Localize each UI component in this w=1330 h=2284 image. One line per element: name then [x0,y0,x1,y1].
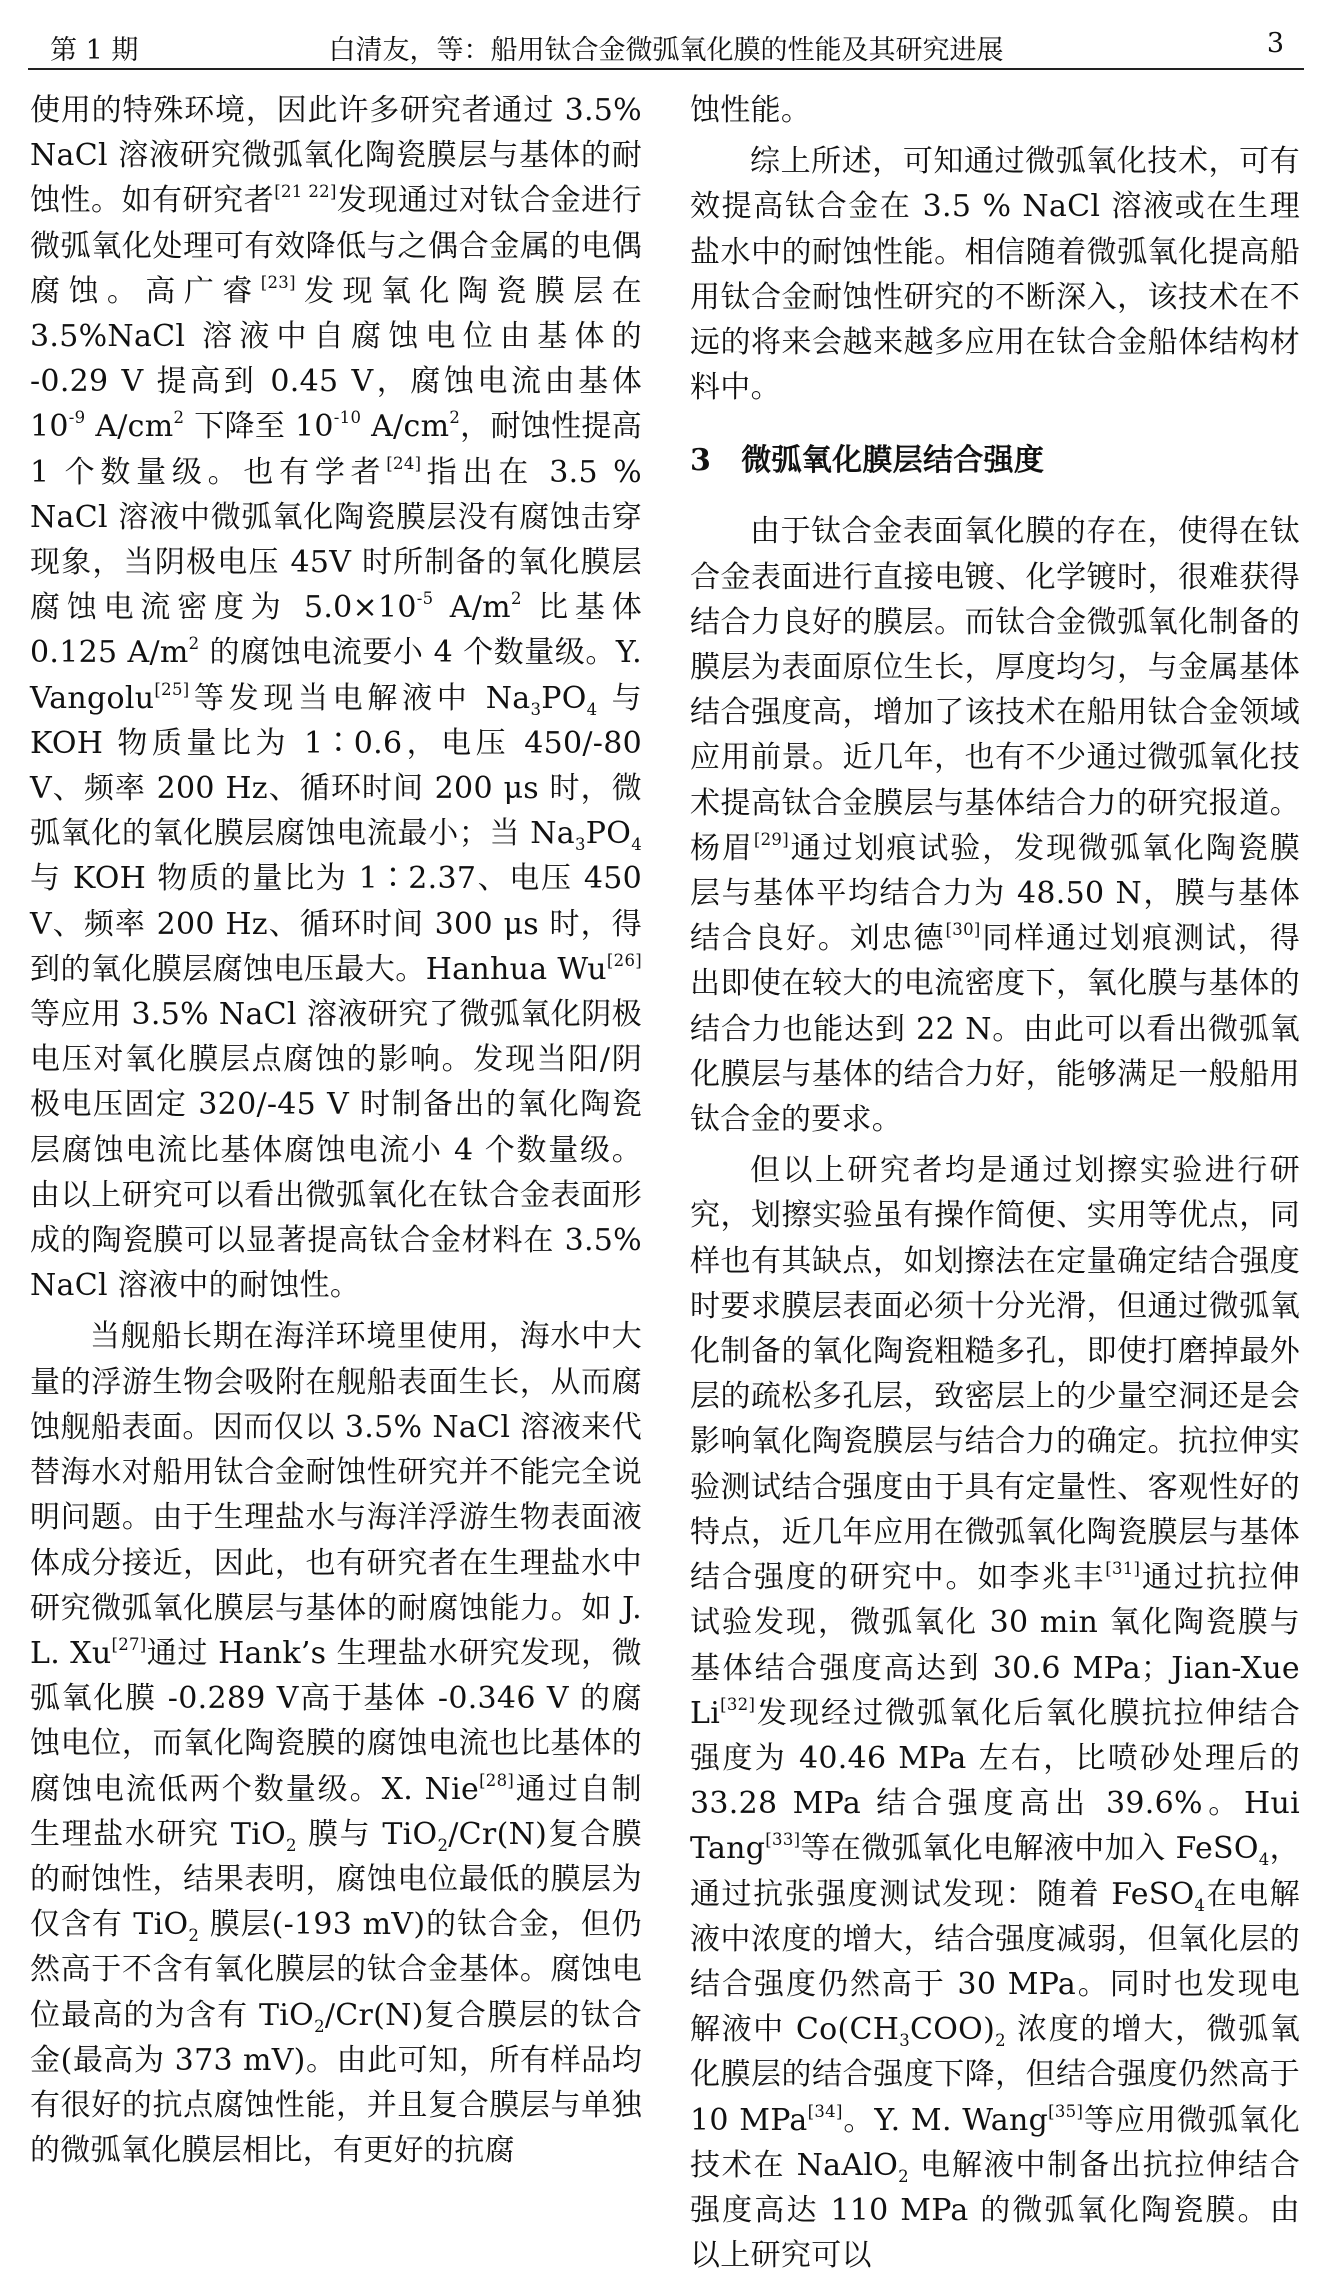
paragraph-bond-strength-tensile: 但以上研究者均是通过划擦实验进行研究，划擦实验虽有操作简便、实用等优点，同样也有其缺点，如划擦法在定量确定结合强度时要求膜层表面必须十分光滑，但通过微弧氧化制备的氧化陶瓷粗糙多孔，即使打磨掉最外层的疏松多孔层，致密层上的少量空洞还是会影响氧化陶瓷膜层与结合力的确定。抗拉伸实验测试结合强度由于具有定量性、客观性好的特点，近几年应用在微弧氧化陶瓷膜层与基体结合强度的研究中。如李兆丰[31]通过抗拉伸试验发现，微弧氧化 30 min 氧化陶瓷膜与基体结合强度高达到 30.6 MPa；Jian-Xue Li[32]发现经过微弧氧化后氧化膜抗拉伸结合强度为 40.46 MPa 左右，比喷砂处理后的 33.28 MPa 结合强度高出 39.6%。Hui Tang[33]等在微弧氧化电解液中加入 FeSO$_4$，通过抗张强度测试发现：随着 FeSO$_4$在电解液中浓度的增大，结合强度减弱，但氧化层的结合强度仍然高于 30 MPa。同时也发现电解液中 $Co(CH_3COO)_2$ 浓度的增大，微弧氧化膜层的结合强度下降，但结合强度仍然高于 10 MPa[34]。Y. M. Wang[35]等应用微弧氧化技术在 NaAlO$_2$ 电解液中制备出抗拉伸结合强度高达 110 MPa 的微弧氧化陶瓷膜。由以上研究可以 [690,1153,1300,2274]
section-heading [690,438,1300,483]
running-header [28,24,1304,70]
page-number: 3 [1266,28,1284,59]
citation[interactable]: [32] [720,1694,756,1714]
section-number: 3 [690,443,712,479]
citation[interactable]: [30] [945,920,981,940]
paragraph-continuation: 蚀性能。 [690,93,812,128]
paragraph-summary: 综上所述，可知通过微弧氧化技术，可有效提高钛合金在 3.5 % NaCl 溶液或在生理盐水中的耐蚀性能。相信随着微弧氧化提高船用钛合金耐蚀性研究的不断深入，该技术在不远的将来会越来越多应用在钛合金船体结构材料中。 [690,144,1300,406]
paragraph-saline-studies: 当舰船长期在海洋环境里使用，海水中大量的浮游生物会吸附在舰船表面生长，从而腐蚀舰船表面。因而仅以 3.5% NaCl 溶液来代替海水对船用钛合金耐蚀性研究并不能完全说明问题。由于生理盐水与海洋浮游生物表面液体成分接近，因此，也有研究者在生理盐水中研究微弧氧化膜层与基体的耐腐蚀能力。如 J. L. Xu[27]通过 Hank’s 生理盐水研究发现，微弧氧化膜 -0.289 V高于基体 -0.346 V 的腐蚀电位，而氧化陶瓷膜的腐蚀电流也比基体的腐蚀电流低两个数量级。X. Nie[28]通过自制生理盐水研究 TiO$_2$ 膜与 TiO$_2$/Cr(N)复合膜的耐蚀性，结果表明，腐蚀电位最低的膜层为仅含有 TiO$_2$ 膜层(-193 mV)的钛合金，但仍然高于不含有氧化膜层的钛合金基体。腐蚀电位最高的为含有 TiO$_2$/Cr(N)复合膜层的钛合金(最高为 373 mV)。由此可知，所有样品均有很好的抗点腐蚀性能，并且复合膜层与单独的微弧氧化膜层相比，有更好的抗腐 [30,1319,642,2169]
citation[interactable]: [33] [765,1830,801,1850]
citation[interactable]: [27] [111,1634,147,1654]
citation[interactable]: [25] [154,679,190,699]
section-title: 微弧氧化膜层结合强度 [741,443,1045,479]
right-column [690,88,1300,2284]
issue-label: 第 1 期 [50,35,139,66]
citation[interactable]: [26] [606,950,642,970]
citation[interactable]: [31] [1105,1558,1141,1578]
citation[interactable]: [34] [807,2101,843,2121]
running-title: 白清友，等：船用钛合金微弧氧化膜的性能及其研究进展 [328,35,1004,66]
citation[interactable]: [35] [1048,2101,1084,2121]
citation[interactable]: [29] [753,829,789,849]
paragraph-bond-strength-scratch: 由于钛合金表面氧化膜的存在，使得在钛合金表面进行直接电镀、化学镀时，很难获得结合力良好的膜层。而钛合金微弧氧化制备的膜层为表面原位生长，厚度均匀，与金属基体结合强度高，增加了该技术在船用钛合金领域应用前景。近几年，也有不少通过微弧氧化技术提高钛合金膜层与基体结合力的研究报道。杨眉[29]通过划痕试验，发现微弧氧化陶瓷膜层与基体平均结合力为 48.50 N，膜与基体结合良好。刘忠德[30]同样通过划痕测试，得出即使在较大的电流密度下，氧化膜与基体的结合力也能达到 22 N。由此可以看出微弧氧化膜层与基体的结合力好，能够满足一般船用钛合金的要求。 [690,514,1301,1138]
citation[interactable]: [28] [479,1770,515,1790]
citation[interactable]: [21 22] [274,182,337,202]
paragraph-nacl-studies: 使用的特殊环境，因此许多研究者通过 3.5% NaCl 溶液研究微弧氧化陶瓷膜层与基体的耐蚀性。如有研究者[21 22]发现通过对钛合金进行微弧氧化处理可有效降低与之偶合金属的电偶腐蚀。高广睿[23]发现氧化陶瓷膜层在 3.5%NaCl 溶液中自腐蚀电位由基体的 -0.29 V 提高到 0.45 V，腐蚀电流由基体 $10^{-9}$ $A/cm^2$ 下降至 $10^{-10}$ $A/cm^2$，耐蚀性提高 1 个数量级。也有学者[24]指出在 3.5 % NaCl 溶液中微弧氧化陶瓷膜层没有腐蚀击穿现象，当阴极电压 45V 时所制备的氧化膜层腐蚀电流密度为 $5.0\times 10^{-5}$ $A/m^2$ 比基体 0.125 $A/m^2$ 的腐蚀电流要小 4 个数量级。Y. Vangolu[25]等发现当电解液中 $Na_3PO_4$ 与 KOH 物质量比为 1∶0.6，电压 450/-80 V、频率 200 Hz、循环时间 200 μs 时，微弧氧化的氧化膜层腐蚀电流最小；当 $Na_3PO_4$ 与 KOH 物质的量比为 1∶2.37、电压 450 V、频率 200 Hz、循环时间 300 μs 时，得到的氧化膜层腐蚀电压最大。Hanhua Wu[26]等应用 3.5% NaCl 溶液研究了微弧氧化阴极电压对氧化膜层点腐蚀的影响。发现当阳/阴极电压固定 320/-45 V 时制备出的氧化陶瓷层腐蚀电流比基体腐蚀电流小 4 个数量级。由以上研究可以看出微弧氧化在钛合金表面形成的陶瓷膜可以显著提高钛合金材料在 3.5% NaCl 溶液中的耐蚀性。 [30,93,643,1304]
left-column [30,88,642,2179]
citation[interactable]: [24] [386,453,422,473]
citation[interactable]: [23] [260,272,296,292]
